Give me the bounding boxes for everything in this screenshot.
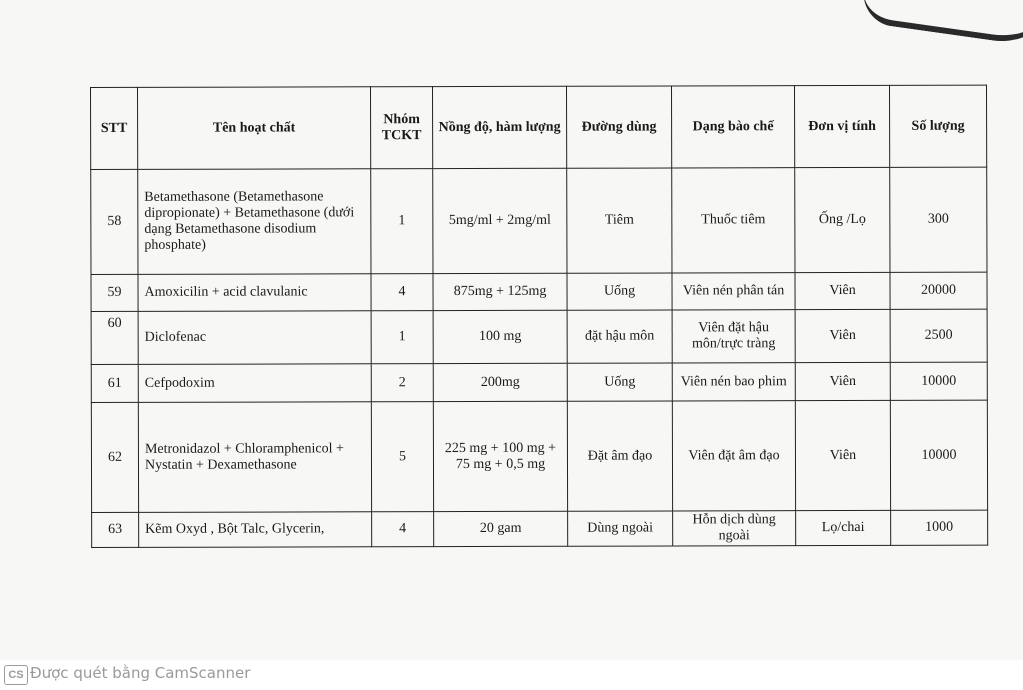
cell-qty: 10000 xyxy=(890,362,987,400)
cell-dose: 875mg + 125mg xyxy=(433,273,567,310)
cell-qty: 10000 xyxy=(890,400,987,510)
table-row xyxy=(91,309,987,364)
header-qty: Số lượng xyxy=(889,85,986,167)
cell-form: Viên đặt âm đạo xyxy=(672,401,795,511)
cell-group: 1 xyxy=(371,169,433,274)
cell-form: Viên nén bao phim xyxy=(672,363,795,401)
header-group: Nhóm TCKT xyxy=(371,87,433,169)
cell-unit: Viên xyxy=(795,272,890,309)
camscanner-watermark-text: Được quét bằng CamScanner xyxy=(30,664,251,682)
table-header-row xyxy=(91,85,987,169)
cell-group: 2 xyxy=(371,364,433,402)
drug-table-container xyxy=(90,87,987,548)
cell-route: Dùng ngoài xyxy=(568,511,673,546)
cell-dose: 200mg xyxy=(433,363,567,401)
header-dose: Nồng độ, hàm lượng xyxy=(433,86,567,168)
drug-table xyxy=(90,85,988,548)
header-stt: STT xyxy=(91,87,138,169)
cell-name: Kẽm Oxyd , Bột Talc, Glycerin, xyxy=(139,512,372,548)
cell-group: 4 xyxy=(371,274,433,311)
cell-form: Viên nén phân tán xyxy=(672,273,795,310)
cell-stt: 61 xyxy=(91,364,138,402)
table-row xyxy=(92,510,988,547)
cell-route: Đặt âm đạo xyxy=(567,401,672,511)
cell-qty: 20000 xyxy=(890,272,987,309)
cell-unit: Viên xyxy=(795,362,890,400)
cell-form: Hỗn dịch dùng ngoài xyxy=(673,511,796,546)
cell-qty: 300 xyxy=(890,167,987,272)
cell-form: Viên đặt hậu môn/trực tràng xyxy=(672,310,795,363)
table-row xyxy=(91,272,987,311)
table-row xyxy=(91,167,987,274)
cell-stt: 58 xyxy=(91,169,138,274)
cell-unit: Viên xyxy=(795,309,890,362)
cell-route: đặt hậu môn xyxy=(567,310,672,363)
cell-dose: 20 gam xyxy=(434,511,568,546)
cell-route: Tiêm xyxy=(567,168,672,273)
header-route: Đường dùng xyxy=(566,86,671,168)
cell-qty: 2500 xyxy=(890,309,987,362)
cell-group: 5 xyxy=(371,402,433,512)
cell-unit: Lọ/chai xyxy=(796,510,891,545)
cell-name: Betamethasone (Betamethasone dipropionate) + Betamethasone (dưới dạng Betamethasone disodium phosphate) xyxy=(138,169,371,275)
cell-stt: 60 xyxy=(91,311,138,364)
cell-dose: 225 mg + 100 mg + 75 mg + 0,5 mg xyxy=(433,401,567,511)
cell-name: Cefpodoxim xyxy=(138,364,371,403)
cell-route: Uống xyxy=(567,363,672,401)
cell-stt: 59 xyxy=(91,274,138,311)
cell-name: Amoxicilin + acid clavulanic xyxy=(138,274,371,312)
cell-route: Uống xyxy=(567,273,672,310)
table-row xyxy=(91,400,987,512)
cell-qty: 1000 xyxy=(891,510,988,545)
cell-form: Thuốc tiêm xyxy=(672,168,795,273)
cell-dose: 100 mg xyxy=(433,310,567,363)
cell-group: 4 xyxy=(372,512,434,547)
header-unit: Đơn vị tính xyxy=(794,85,889,167)
header-form: Dạng bào chế xyxy=(671,86,794,168)
cell-group: 1 xyxy=(371,311,433,364)
table-row xyxy=(91,362,987,402)
camscanner-logo: CS xyxy=(4,665,28,685)
header-name: Tên hoạt chất xyxy=(138,87,371,170)
cell-name: Diclofenac xyxy=(138,311,371,365)
cell-name: Metronidazol + Chloramphenicol + Nystatin + Dexamethasone xyxy=(138,402,371,513)
cell-stt: 62 xyxy=(91,402,138,512)
cell-unit: Viên xyxy=(795,400,890,510)
cell-unit: Ống /Lọ xyxy=(795,167,890,272)
cell-dose: 5mg/ml + 2mg/ml xyxy=(433,168,567,273)
cell-stt: 63 xyxy=(92,512,139,547)
